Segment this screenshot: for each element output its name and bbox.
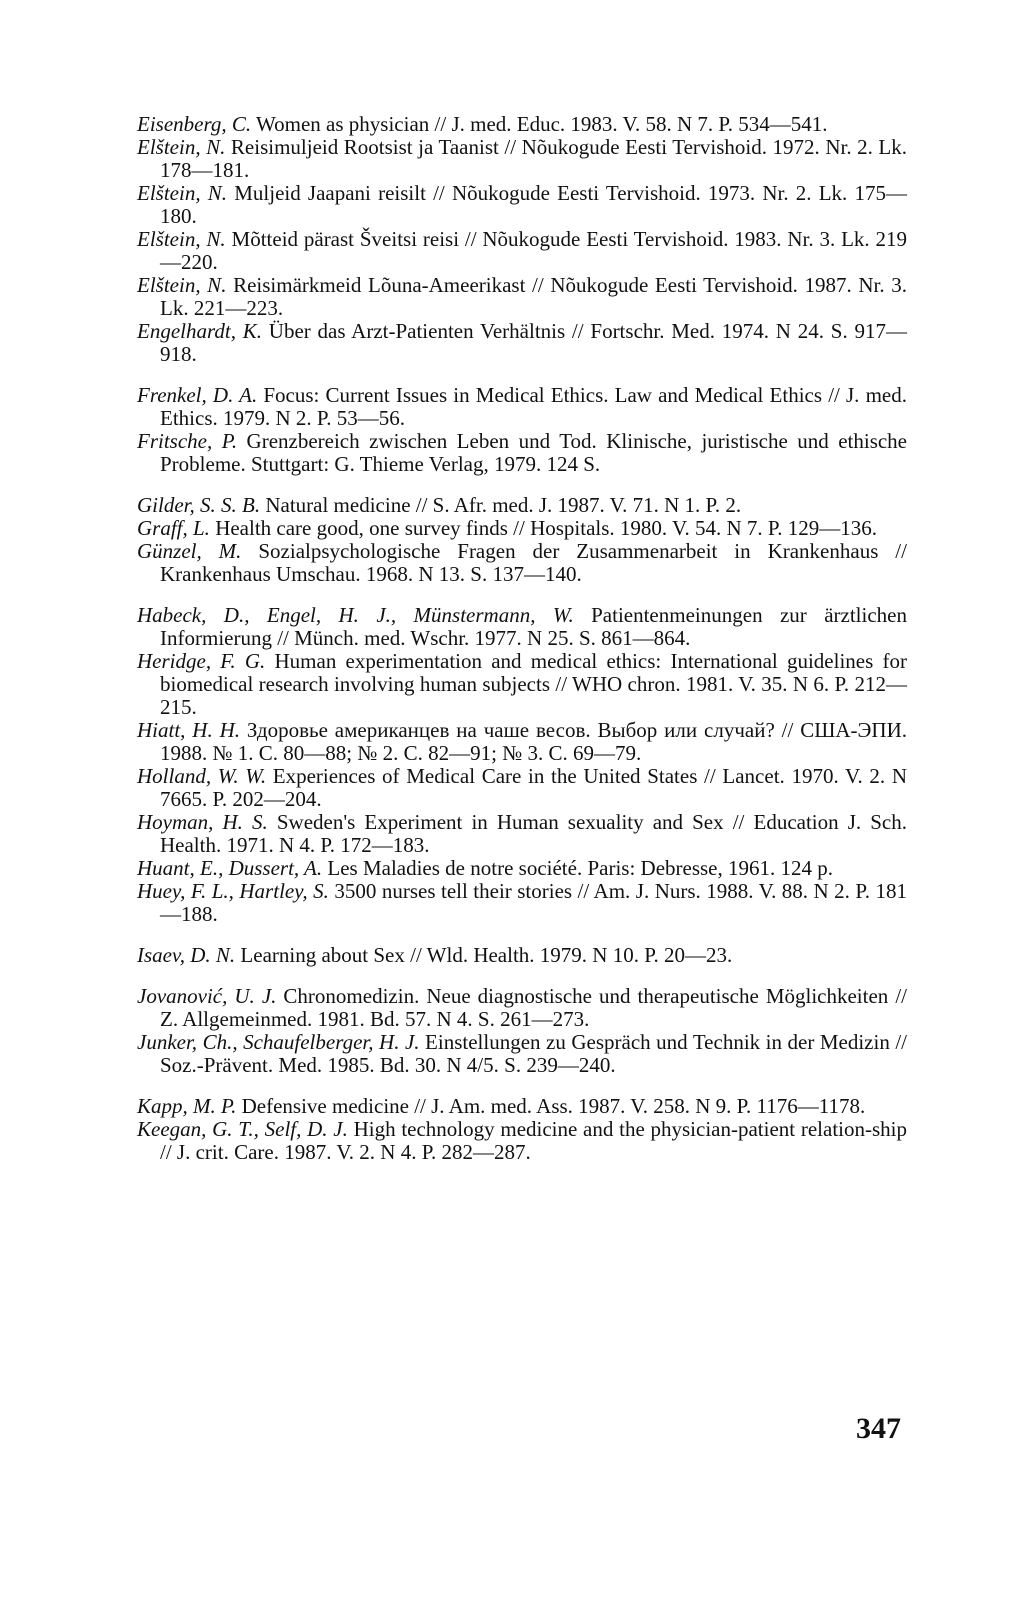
bibliography-entry: [137, 650, 907, 719]
bibliography-entry: [137, 985, 907, 1031]
bibliography-entry: [137, 274, 907, 320]
bibliography-entry: [137, 765, 907, 811]
bibliography-entry: [137, 494, 907, 517]
entry-author: Junker, Ch., Schaufelberger, H. J.: [137, 1030, 420, 1054]
entry-author: Elštein, N.: [137, 227, 226, 251]
bibliography-entry: [137, 136, 907, 182]
entry-citation: Einstellungen zu Gespräch und Technik in der Medizin // Soz.-Prävent. Med. 1985. Bd. 30. N 4/5. S. 239—240.: [160, 1030, 907, 1077]
entry-author: Huey, F. L., Hartley, S.: [137, 879, 329, 903]
bibliography-entry: [137, 430, 907, 476]
entry-author: Gilder, S. S. B.: [137, 493, 261, 517]
entry-citation: Les Maladies de notre société. Paris: Debresse, 1961. 124 p.: [322, 856, 833, 880]
entry-author: Graff, L.: [137, 516, 210, 540]
bibliography-entry: [137, 880, 907, 926]
entry-citation: Natural medicine // S. Afr. med. J. 1987. V. 71. N 1. P. 2.: [260, 493, 742, 517]
bibliography-entry: [137, 1118, 907, 1164]
entry-citation: Focus: Current Issues in Medical Ethics. Law and Medical Ethics // J. med. Ethics. 1979. N 2. P. 53—56.: [160, 383, 907, 430]
entry-author: Huant, E., Dussert, A.: [137, 856, 323, 880]
entry-author: Elštein, N.: [137, 135, 226, 159]
entry-citation: 3500 nurses tell their stories // Am. J. Nurs. 1988. V. 88. N 2. P. 181—188.: [160, 879, 907, 926]
bibliography-entry: [137, 182, 907, 228]
bibliography-entry: [137, 540, 907, 586]
entry-author: Kapp, M. P.: [137, 1094, 237, 1118]
entry-author: Frenkel, D. A.: [137, 383, 258, 407]
bibliography-entry: [137, 604, 907, 650]
entry-author: Holland, W. W.: [137, 764, 267, 788]
entry-author: Jovanović, U. J.: [137, 984, 277, 1008]
entry-author: Engelhardt, K.: [137, 319, 262, 343]
entry-author: Elštein, N.: [137, 273, 227, 297]
entry-citation: Muljeid Jaapani reisilt // Nõukogude Eesti Tervishoid. 1973. Nr. 2. Lk. 175—180.: [160, 181, 907, 228]
entry-author: Fritsche, P.: [137, 429, 238, 453]
entry-citation: Health care good, one survey finds // Hospitals. 1980. V. 54. N 7. P. 129—136.: [209, 516, 878, 540]
entry-citation: Über das Arzt-Patienten Verhältnis // Fortschr. Med. 1974. N 24. S. 917—918.: [160, 319, 907, 366]
entry-citation: Grenzbereich zwischen Leben und Tod. Klinische, juristische und ethische Probleme. Stuttgart: G. Thieme Verlag, 1979. 124 S.: [160, 429, 908, 476]
bibliography-entry: [137, 1031, 907, 1077]
entry-author: Heridge, F. G.: [137, 649, 266, 673]
bibliography-entry: [137, 320, 907, 366]
entry-author: Günzel, M.: [137, 539, 242, 563]
bibliography-entry: [137, 384, 907, 430]
page-number: 347: [856, 1412, 901, 1445]
entry-author: Hoyman, H. S.: [137, 810, 268, 834]
bibliography-entry: [137, 719, 907, 765]
entry-author: Isaev, D. N.: [137, 943, 236, 967]
entry-citation: Mõtteid pärast Šveitsi reisi // Nõukogude Eesti Tervishoid. 1983. Nr. 3. Lk. 219—220.: [160, 227, 907, 274]
entry-citation: Sweden's Experiment in Human sexuality and Sex // Education J. Sch. Health. 1971. N 4. P. 172—183.: [160, 810, 907, 857]
entry-author: Eisenberg, C.: [137, 112, 252, 136]
entry-citation: Human experimentation and medical ethics: International guidelines for biomedical research involving human subjects // WHO chron. 1981. V. 35. N 6. P. 212—215.: [160, 649, 907, 719]
entry-citation: Chronomedizin. Neue diagnostische und therapeutische Möglichkeiten // Z. Allgemeinmed. 1981. Bd. 57. N 4. S. 261—273.: [160, 984, 907, 1031]
entry-citation: Women as physician // J. med. Educ. 1983. V. 58. N 7. P. 534—541.: [251, 112, 828, 136]
entry-citation: Learning about Sex // Wld. Health. 1979. N 10. P. 20—23.: [235, 943, 733, 967]
entry-citation: Patientenmeinungen zur ärztlichen Informierung // Münch. med. Wschr. 1977. N 25. S. 861—864.: [160, 603, 907, 650]
entry-author: Keegan, G. T., Self, D. J.: [137, 1117, 348, 1141]
bibliography-entry: [137, 857, 907, 880]
entry-citation: High technology medicine and the physician-patient relation-ship // J. crit. Care. 1987. V. 2. N 4. P. 282—287.: [160, 1117, 907, 1164]
bibliography-entry: [137, 228, 907, 274]
entry-citation: Reisimärkmeid Lõuna-Ameerikast // Nõukogude Eesti Tervishoid. 1987. Nr. 3. Lk. 221—223.: [160, 273, 907, 320]
entry-author: Elštein, N.: [137, 181, 228, 205]
bibliography-entry: [137, 113, 907, 136]
bibliography-entry: [137, 517, 907, 540]
entry-citation: Experiences of Medical Care in the United States // Lancet. 1970. V. 2. N 7665. P. 202—204.: [160, 764, 907, 811]
entry-citation: Sozialpsychologische Fragen der Zusammenarbeit in Krankenhaus // Krankenhaus Umschau. 1968. N 13. S. 137—140.: [160, 539, 907, 586]
entry-citation: Reisimuljeid Rootsist ja Taanist // Nõukogude Eesti Tervishoid. 1972. Nr. 2. Lk. 178—181.: [160, 135, 907, 182]
entry-author: Habeck, D., Engel, H. J., Münstermann, W.: [137, 603, 574, 627]
entry-citation: Defensive medicine // J. Am. med. Ass. 1987. V. 258. N 9. P. 1176—1178.: [236, 1094, 866, 1118]
bibliography-list: [137, 113, 907, 1164]
entry-citation: Здоровье американцев на чаше весов. Выбор или случай? // США-ЭПИ. 1988. № 1. С. 80—88; № 2. С. 82—91; № 3. С. 69—79.: [160, 718, 907, 765]
entry-author: Hiatt, H. H.: [137, 718, 241, 742]
bibliography-entry: [137, 1095, 907, 1118]
bibliography-entry: [137, 811, 907, 857]
bibliography-entry: [137, 944, 907, 967]
